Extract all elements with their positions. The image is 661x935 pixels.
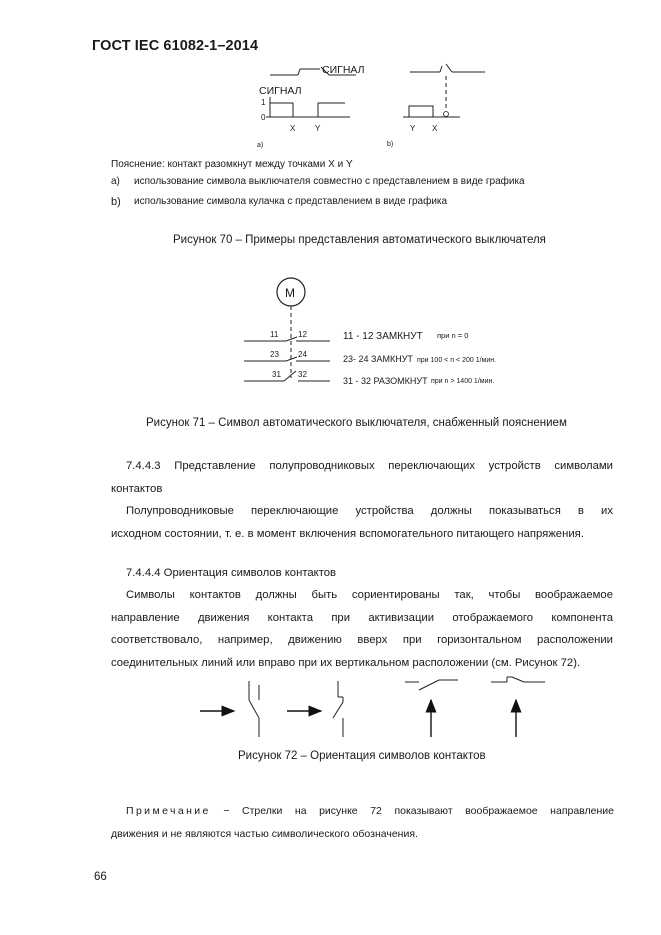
fig71-motor-label: M: [285, 286, 295, 300]
fig71-row3-condition: при n > 1400 1/мин.: [431, 378, 495, 385]
document-header: ГОСТ IEC 61082-1–2014: [92, 38, 259, 54]
sec7444-line1: Символы контактов должны быть сориентированы так, чтобы воображаемое: [126, 589, 613, 601]
fig70a-signal-label-graph: СИГНАЛ: [259, 85, 302, 97]
fig72-contact-horizontal-3: [405, 680, 458, 690]
sec7443-para-line1: Полупроводниковые переключающие устройства должны показываться в их: [126, 505, 613, 517]
fig70a-level-1: 1: [261, 98, 266, 107]
fig70-item-a-text: использование символа выключателя совместно с представлением в виде графика: [134, 176, 525, 187]
fig70-item-b-marker: b): [111, 196, 121, 208]
fig72-caption: Рисунок 72 – Ориентация символов контактов: [238, 750, 486, 762]
fig71-terminal-12: 12: [298, 330, 307, 339]
fig70-item-b-text: использование символа кулачка с представлением в виде графика: [134, 196, 448, 207]
sec7444-line4: соединительных линий или вправо при их вертикальном расположении (см. Рисунок 72).: [111, 656, 581, 669]
fig71-row1-main: 11 - 12 ЗАМКНУТ: [343, 331, 423, 342]
note-label: Примечание: [126, 805, 211, 817]
fig70a-level-0: 0: [261, 113, 266, 122]
fig70a-x-label: X: [290, 124, 296, 133]
fig70-item-a-marker: a): [111, 176, 120, 187]
fig72-contact-vertical-1: [249, 681, 259, 737]
fig71-row2-condition: при 100 < n < 200 1/мин.: [417, 357, 497, 364]
fig71-row1-condition: при n = 0: [437, 331, 469, 340]
fig70-explanation: Пояснение: контакт разомкнут между точками X и Y: [111, 159, 353, 170]
fig70a-y-label: Y: [315, 124, 321, 133]
sec7444-line2: направление движения контакта при активизации отображаемого компонента: [111, 611, 613, 624]
sec7443-heading-line2: контактов: [111, 482, 163, 495]
sec7443-heading-line1: 7.4.4.3 Представление полупроводниковых переключающих устройств символами: [126, 460, 613, 472]
note-text-line1: − Стрелки на рисунке 72 показывают воображаемое направление: [210, 805, 614, 817]
note-line2: движения и не являются частью символического обозначения.: [111, 828, 418, 840]
fig70b-sublabel: b): [387, 141, 394, 148]
sec7443-para-line2: исходном состоянии, т. е. в момент включения вспомогательного питающего напряжения.: [111, 527, 584, 540]
fig72-contact-vertical-2: [333, 681, 343, 737]
fig70b-x-label: X: [432, 124, 438, 133]
fig70a-signal-label-top: СИГНАЛ: [322, 64, 365, 76]
note-line1: [126, 800, 614, 823]
fig70-caption: Рисунок 70 – Примеры представления автоматического выключателя: [173, 234, 546, 246]
fig71-row3-main: 31 - 32 РАЗОМКНУТ: [343, 376, 428, 386]
fig71-terminal-23: 23: [270, 350, 279, 359]
fig71-terminal-24: 24: [298, 350, 307, 359]
fig71-terminal-31: 31: [272, 370, 281, 379]
sec7444-heading: 7.4.4.4 Ориентация символов контактов: [126, 567, 337, 579]
page-number: 66: [94, 871, 107, 883]
fig70a-sublabel: a): [257, 142, 264, 149]
fig71-row2-main: 23- 24 ЗАМКНУТ: [343, 354, 413, 364]
fig72-contact-horizontal-4: [491, 677, 545, 682]
sec7444-line3: соответствовало, например, движению вверх при горизонтальном расположении: [111, 634, 613, 646]
fig71-terminal-11: 11: [270, 330, 279, 339]
fig70b-y-label: Y: [410, 124, 416, 133]
fig71-terminal-32: 32: [298, 370, 307, 379]
fig71-caption: Рисунок 71 – Символ автоматического выключателя, снабженный пояснением: [146, 417, 567, 429]
